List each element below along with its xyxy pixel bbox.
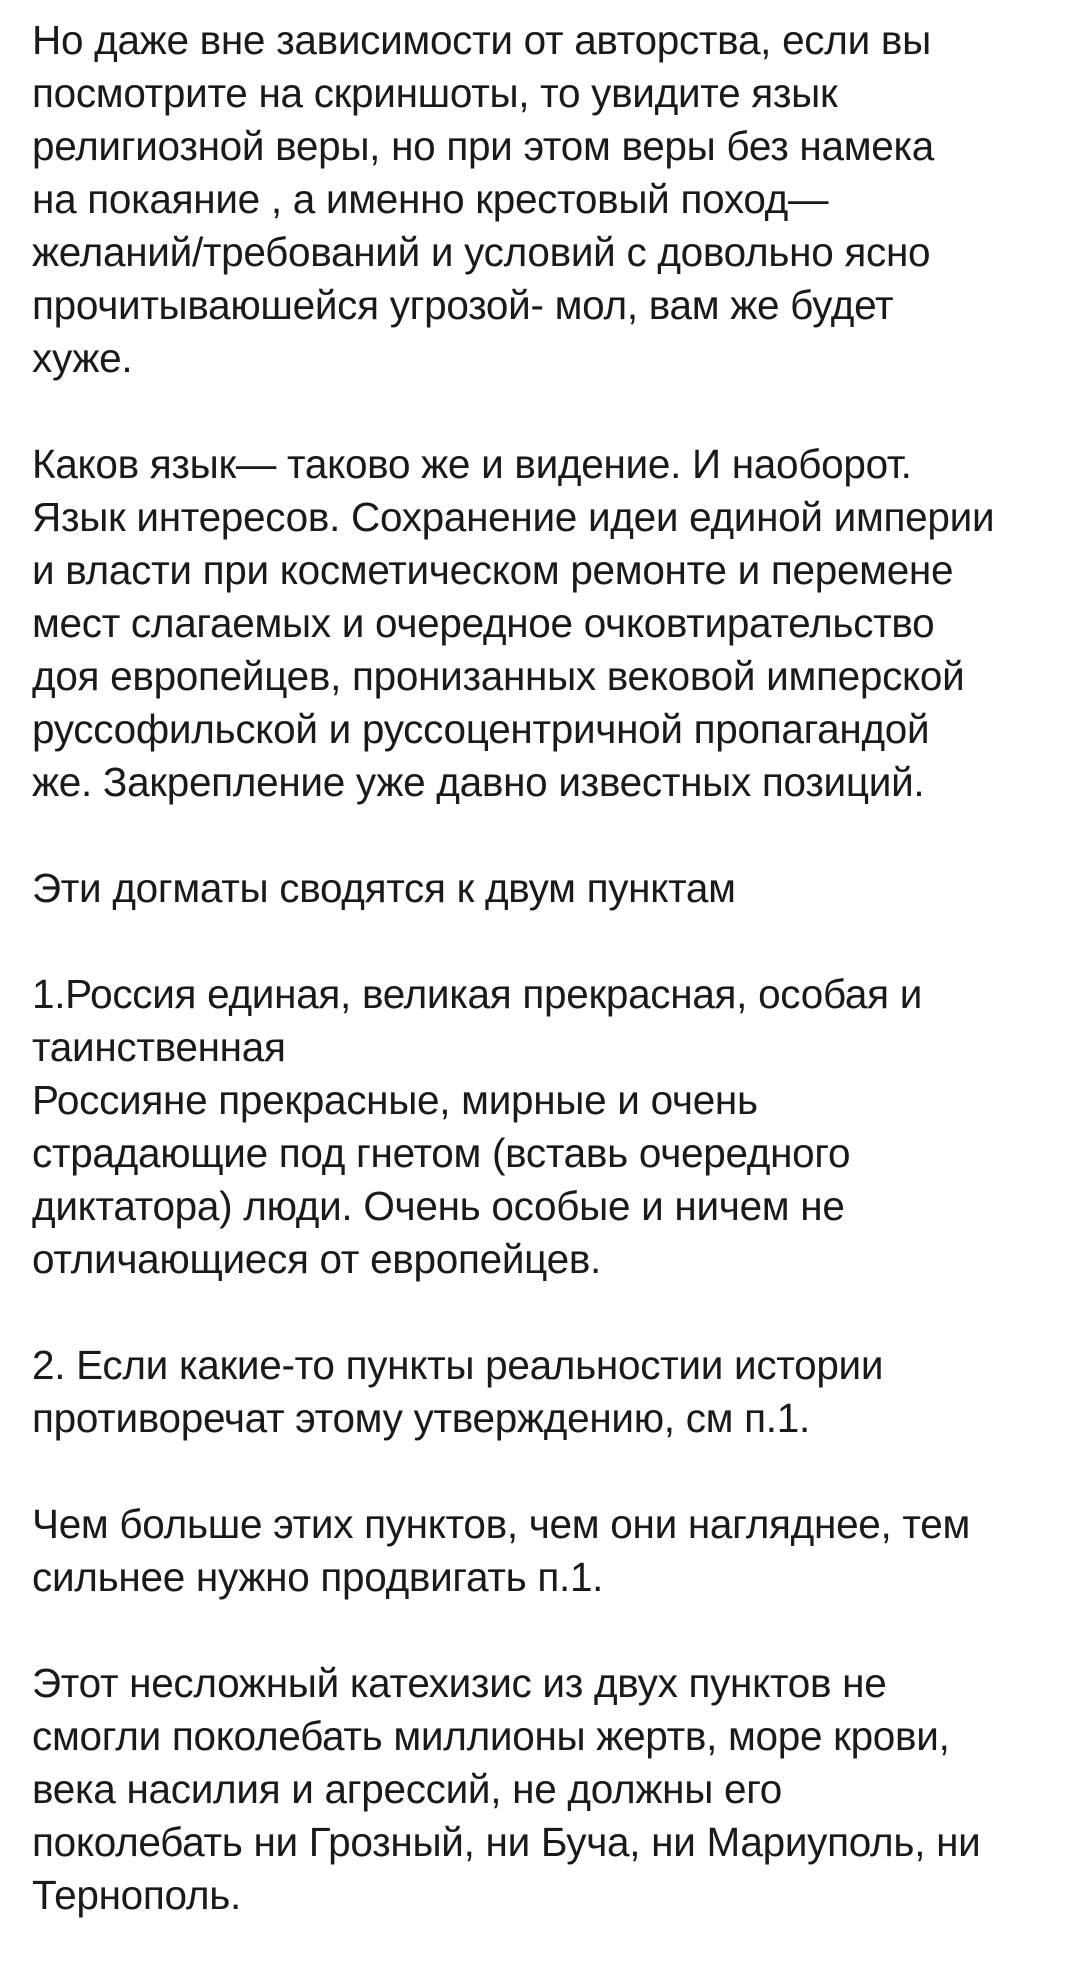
text-line: прочитываюшейся угрозой- мол, вам же будет xyxy=(32,282,894,328)
paragraph-6 xyxy=(32,1498,1062,1604)
text-line: хуже. xyxy=(32,335,133,381)
text-line: на покаяние , а именно крестовый поход— xyxy=(32,176,829,222)
text-line: века насилия и агрессий, не должны его xyxy=(32,1766,783,1812)
paragraph-4 xyxy=(32,968,1062,1286)
text-line: Тернополь. xyxy=(32,1872,241,1918)
text-line: религиозной веры, но при этом веры без намека xyxy=(32,123,935,169)
text-line: Чем больше этих пунктов, чем они нагляднее, тем xyxy=(32,1501,970,1547)
text-line: желаний/требований и условий с довольно ясно xyxy=(32,229,931,275)
text-line: сильнее нужно продвигать п.1. xyxy=(32,1554,604,1600)
text-line: поколебать ни Грозный, ни Буча, ни Мариуполь, ни xyxy=(32,1819,981,1865)
text-line: противоречат этому утверждению, см п.1. xyxy=(32,1395,810,1441)
post-text xyxy=(32,14,1062,1922)
text-line: Но даже вне зависимости от авторства, если вы xyxy=(32,17,931,63)
text-line: страдающие под гнетом (вставь очередного xyxy=(32,1130,851,1176)
text-line: таинственная xyxy=(32,1024,286,1070)
paragraph-7 xyxy=(32,1657,1062,1922)
text-line: Этот несложный катехизис из двух пунктов не xyxy=(32,1660,887,1706)
paragraph-1 xyxy=(32,14,1062,385)
text-line: же. Закрепление уже давно известных позиций. xyxy=(32,759,925,805)
paragraph-3 xyxy=(32,862,1062,915)
text-line: Каков язык— таково же и видение. И наоборот. xyxy=(32,441,912,487)
text-line: руссофильской и руссоцентричной пропагандой xyxy=(32,706,930,752)
text-line: Эти догматы сводятся к двум пунктам xyxy=(32,865,736,911)
text-line: доя европейцев, пронизанных вековой имперской xyxy=(32,653,965,699)
text-line: отличающиеся от европейцев. xyxy=(32,1236,601,1282)
text-line: диктатора) люди. Очень особые и ничем не xyxy=(32,1183,845,1229)
paragraph-2 xyxy=(32,438,1062,809)
text-line: посмотрите на скриншоты, то увидите язык xyxy=(32,70,838,116)
text-line: смогли поколебать миллионы жертв, море крови, xyxy=(32,1713,950,1759)
text-line: 2. Если какие-то пункты реальностии истории xyxy=(32,1342,884,1388)
text-line: мест слагаемых и очередное очковтирательство xyxy=(32,600,935,646)
text-line: и власти при косметическом ремонте и перемене xyxy=(32,547,954,593)
paragraph-5 xyxy=(32,1339,1062,1445)
text-line: Россияне прекрасные, мирные и очень xyxy=(32,1077,758,1123)
text-line: 1.Россия единая, великая прекрасная, особая и xyxy=(32,971,923,1017)
text-line: Язык интересов. Сохранение идеи единой империи xyxy=(32,494,995,540)
